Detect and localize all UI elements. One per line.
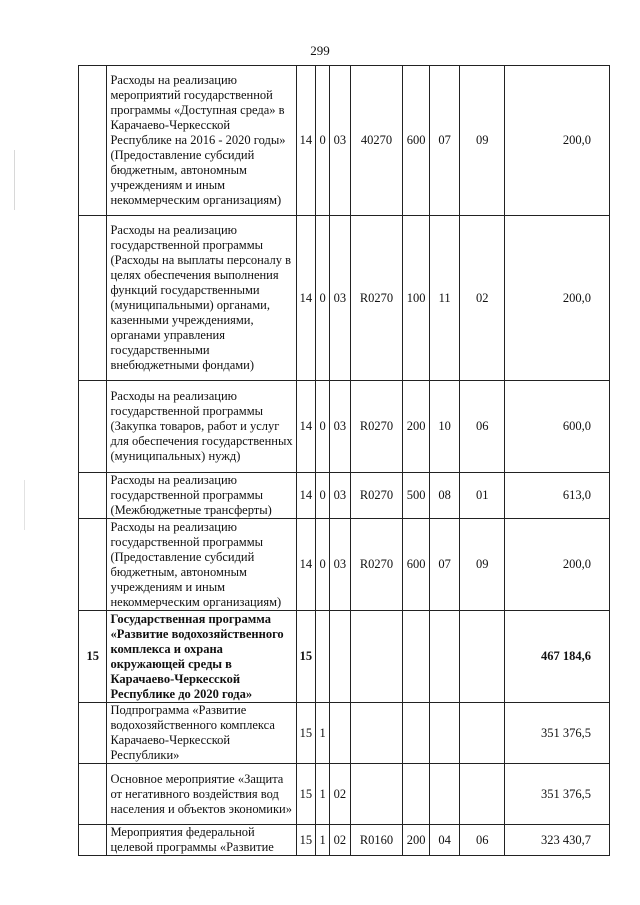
row-number — [79, 825, 107, 856]
code-cell: 40270 — [350, 66, 403, 216]
scan-artifact — [14, 150, 15, 210]
amount-cell: 613,0 — [505, 473, 610, 519]
table-row — [79, 764, 610, 825]
amount-cell: 323 430,7 — [505, 825, 610, 856]
row-description: Мероприятия федеральной целевой программы «Развитие — [107, 825, 296, 856]
code-cell: 0 — [315, 66, 329, 216]
code-cell — [460, 764, 505, 825]
amount-cell: 467 184,6 — [505, 611, 610, 703]
row-description: Государственная программа «Развитие водохозяйственного комплекса и охрана окружающей среды в Карачаево-Черкесской Республике до 2020 года» — [107, 611, 296, 703]
table-row — [79, 703, 610, 764]
code-cell: 1 — [315, 825, 329, 856]
row-description: Основное мероприятие «Защита от негативного воздействия вод населения и объектов экономики» — [107, 764, 296, 825]
code-cell: 02 — [330, 825, 350, 856]
code-cell: 04 — [429, 825, 460, 856]
code-cell: 07 — [429, 66, 460, 216]
amount-cell: 200,0 — [505, 519, 610, 611]
code-cell — [429, 611, 460, 703]
code-cell: R0270 — [350, 519, 403, 611]
amount-cell: 600,0 — [505, 381, 610, 473]
code-cell: 09 — [460, 519, 505, 611]
row-description: Расходы на реализацию государственной программы (Закупка товаров, работ и услуг для обеспечения государственных (муниципальных) нужд) — [107, 381, 296, 473]
code-cell: 06 — [460, 825, 505, 856]
code-cell: 03 — [330, 473, 350, 519]
budget-table — [78, 65, 610, 856]
code-cell: 06 — [460, 381, 505, 473]
code-cell: 03 — [330, 519, 350, 611]
code-cell — [330, 611, 350, 703]
code-cell: 15 — [296, 764, 315, 825]
code-cell — [460, 611, 505, 703]
code-cell: 02 — [460, 216, 505, 381]
code-cell — [315, 611, 329, 703]
code-cell: 07 — [429, 519, 460, 611]
code-cell: 14 — [296, 473, 315, 519]
row-number — [79, 473, 107, 519]
code-cell — [429, 764, 460, 825]
amount-cell: 351 376,5 — [505, 764, 610, 825]
row-number — [79, 519, 107, 611]
code-cell: 100 — [403, 216, 429, 381]
code-cell: 14 — [296, 519, 315, 611]
row-description: Подпрограмма «Развитие водохозяйственного комплекса Карачаево-Черкесской Республики» — [107, 703, 296, 764]
code-cell — [429, 703, 460, 764]
code-cell — [350, 764, 403, 825]
table-row — [79, 825, 610, 856]
code-cell: 15 — [296, 703, 315, 764]
table-row — [79, 473, 610, 519]
code-cell: R0160 — [350, 825, 403, 856]
code-cell: 02 — [330, 764, 350, 825]
code-cell: 10 — [429, 381, 460, 473]
code-cell — [403, 764, 429, 825]
code-cell: 14 — [296, 381, 315, 473]
code-cell: 08 — [429, 473, 460, 519]
code-cell: 600 — [403, 66, 429, 216]
code-cell: 11 — [429, 216, 460, 381]
row-number — [79, 764, 107, 825]
amount-cell: 200,0 — [505, 66, 610, 216]
code-cell: 0 — [315, 216, 329, 381]
row-number: 15 — [79, 611, 107, 703]
code-cell: 03 — [330, 381, 350, 473]
code-cell: 14 — [296, 216, 315, 381]
code-cell: 15 — [296, 611, 315, 703]
code-cell — [350, 703, 403, 764]
code-cell: 01 — [460, 473, 505, 519]
table-row — [79, 611, 610, 703]
row-description: Расходы на реализацию мероприятий государственной программы «Доступная среда» в Карачаево-Черкесской Республике на 2016 - 2020 годы» (Предоставление субсидий бюджетным, автономным учреждениям и иным некоммерческим организациям) — [107, 66, 296, 216]
code-cell — [460, 703, 505, 764]
code-cell: R0270 — [350, 216, 403, 381]
code-cell — [330, 703, 350, 764]
code-cell: 03 — [330, 66, 350, 216]
table-row — [79, 381, 610, 473]
code-cell: 200 — [403, 381, 429, 473]
code-cell: 15 — [296, 825, 315, 856]
row-description: Расходы на реализацию государственной программы (Предоставление субсидий бюджетным, автономным учреждениям и иным некоммерческим организациям) — [107, 519, 296, 611]
scan-artifact — [24, 480, 25, 530]
code-cell: 03 — [330, 216, 350, 381]
code-cell: 14 — [296, 66, 315, 216]
table-row — [79, 216, 610, 381]
table-row — [79, 519, 610, 611]
code-cell — [403, 611, 429, 703]
code-cell: R0270 — [350, 381, 403, 473]
code-cell — [350, 611, 403, 703]
row-number — [79, 66, 107, 216]
code-cell: 600 — [403, 519, 429, 611]
code-cell: 500 — [403, 473, 429, 519]
code-cell: 1 — [315, 703, 329, 764]
amount-cell: 200,0 — [505, 216, 610, 381]
code-cell: 0 — [315, 381, 329, 473]
code-cell — [403, 703, 429, 764]
row-number — [79, 216, 107, 381]
code-cell: R0270 — [350, 473, 403, 519]
code-cell: 200 — [403, 825, 429, 856]
code-cell: 1 — [315, 764, 329, 825]
amount-cell: 351 376,5 — [505, 703, 610, 764]
row-number — [79, 381, 107, 473]
code-cell: 0 — [315, 473, 329, 519]
row-description: Расходы на реализацию государственной программы (Расходы на выплаты персоналу в целях обеспечения выполнения функций государственными (муниципальными) органами, казенными учреждениями, органами управления государственными внебюджетными фондами) — [107, 216, 296, 381]
page-number: 299 — [310, 43, 330, 58]
row-description: Расходы на реализацию государственной программы (Межбюджетные трансферты) — [107, 473, 296, 519]
table-row — [79, 66, 610, 216]
row-number — [79, 703, 107, 764]
code-cell: 09 — [460, 66, 505, 216]
code-cell: 0 — [315, 519, 329, 611]
